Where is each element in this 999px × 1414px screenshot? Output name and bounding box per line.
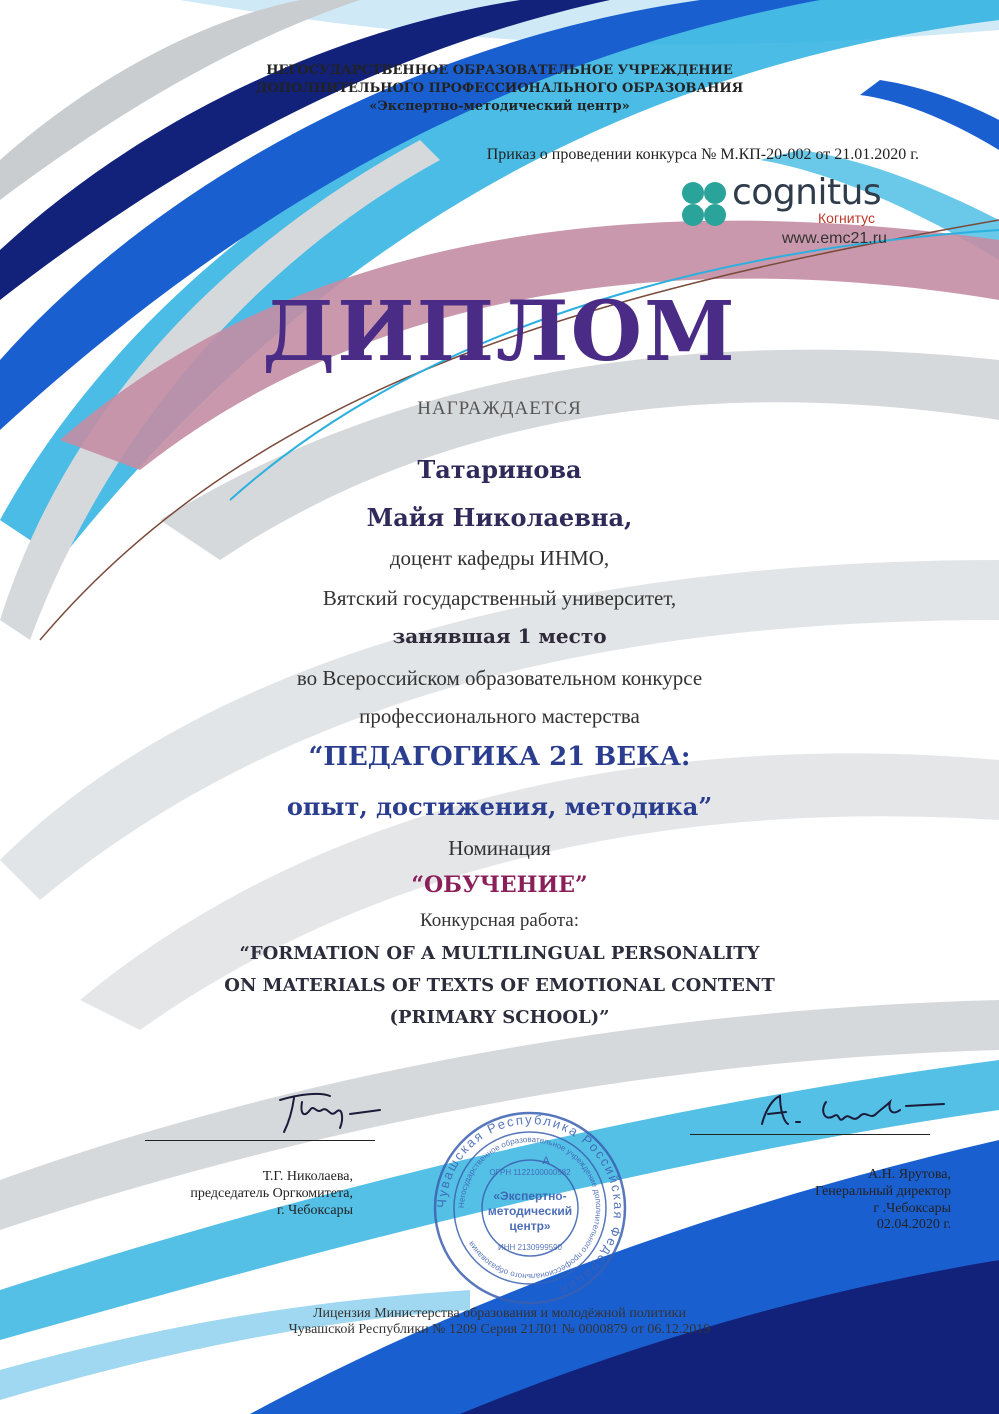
diploma-title: ДИПЛОМ — [262, 284, 737, 380]
stamp-mark: А — [542, 1155, 550, 1167]
right-signatory-city: г .Чебоксары — [873, 1201, 951, 1216]
left-signatory-city: г. Чебоксары — [276, 1203, 353, 1218]
right-signatory-role: Генеральный директор — [815, 1184, 951, 1199]
work-title-line-1: “FORMATION OF A MULTILINGUAL PERSONALITY — [239, 943, 760, 964]
logo-subtitle: Когнитус — [818, 210, 876, 226]
license-line-1: Лицензия Министерства образования и молодёжной политики — [313, 1306, 686, 1321]
org-line-3: «Экспертно-методический центр» — [369, 99, 630, 114]
left-signatory-role: председатель Оргкомитета, — [190, 1186, 353, 1201]
stamp-outer-ring-text: Чувашская Республика Российская Федерация — [433, 1111, 627, 1299]
recipient-given-names: Майя Николаевна, — [366, 503, 633, 532]
recipient-university: Вятский государственный университет, — [322, 586, 677, 610]
organization-stamp — [430, 1108, 630, 1308]
logo-word: cognitus — [732, 172, 882, 213]
logo-url: www.emc21.ru — [782, 230, 887, 247]
org-line-2: ДОПОЛНИТЕЛЬНОГО ПРОФЕССИОНАЛЬНОГО ОБРАЗОВАНИЯ — [255, 81, 744, 96]
license-line-2: Чувашской Республики № 1209 Серия 21Л01 № 0000879 от 06.12.2019 — [288, 1322, 711, 1337]
stamp-center-2: методический — [487, 1204, 573, 1218]
cognitus-logo — [678, 172, 918, 256]
signature-date: 02.04.2020 г. — [876, 1217, 951, 1232]
work-title-line-3: (PRIMARY SCHOOL)” — [389, 1007, 610, 1028]
right-signatory-name: А.Н. Ярутова, — [868, 1167, 951, 1182]
right-signature — [740, 1088, 950, 1138]
nomination-value: “ОБУЧЕНИЕ” — [411, 872, 588, 898]
order-line: Приказ о проведении конкурса № М.КП-20-002 от 21.01.2020 г. — [486, 146, 919, 163]
awarded-label: НАГРАЖДАЕТСЯ — [417, 398, 582, 419]
recipient-position: доцент кафедры ИНМО, — [389, 546, 610, 570]
stamp-inn: ИНН 2130999590 — [497, 1243, 563, 1252]
right-signature-line — [690, 1134, 930, 1135]
recipient-surname: Татаринова — [417, 455, 582, 484]
left-signature — [270, 1088, 400, 1138]
clover-icon — [678, 178, 730, 230]
stamp-center-1: «Экспертно- — [493, 1189, 567, 1203]
work-label: Конкурсная работа: — [420, 910, 579, 931]
stamp-inner-ring-text: Негосударственное образовательное учреждение дополнительного профессионального образования — [456, 1134, 604, 1282]
contest-name-2: опыт, достижения, методика” — [286, 792, 713, 821]
contest-line-2: профессионального мастерства — [359, 704, 640, 728]
stamp-ogrn: ОГРН 1122100000582 — [489, 1168, 571, 1177]
contest-name-1: “ПЕДАГОГИКА 21 ВЕКА: — [308, 742, 691, 772]
work-title-line-2: ON MATERIALS OF TEXTS OF EMOTIONAL CONTENT — [224, 975, 775, 996]
left-signatory-name: Т.Г. Николаева, — [262, 1169, 353, 1184]
contest-line-1: во Всероссийском образовательном конкурсе — [296, 666, 703, 690]
place-line: занявшая 1 место — [392, 624, 607, 648]
nomination-label: Номинация — [448, 836, 551, 860]
left-signature-line — [145, 1140, 375, 1141]
stamp-center-3: центр» — [509, 1219, 551, 1233]
org-line-1: НЕГОСУДАРСТВЕННОЕ ОБРАЗОВАТЕЛЬНОЕ УЧРЕЖДЕНИЕ — [266, 63, 733, 78]
